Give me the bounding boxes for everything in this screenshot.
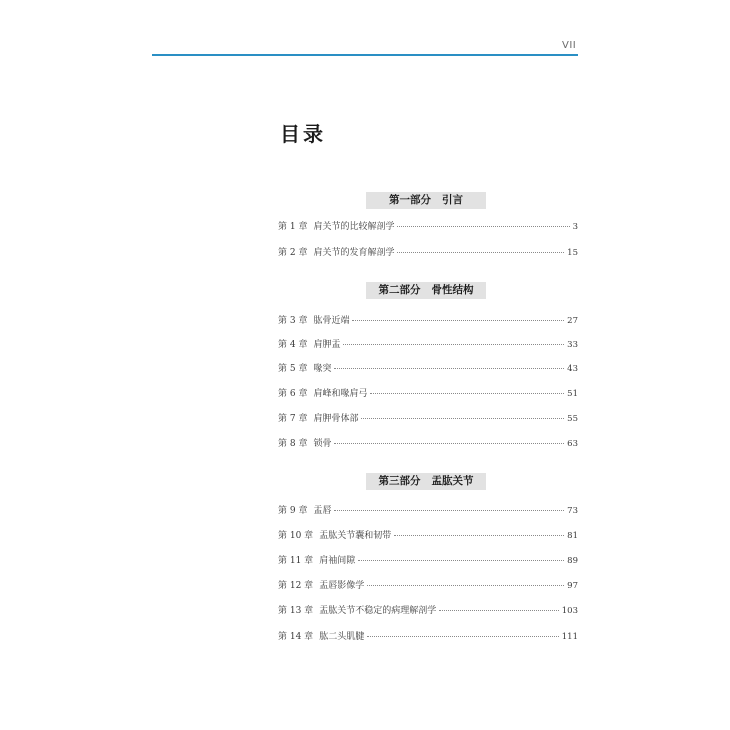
dot-leader xyxy=(358,560,564,561)
dot-leader xyxy=(397,226,569,227)
chapter-title: 盂肱关节不稳定的病理解剖学 xyxy=(319,606,437,616)
chapter-title: 喙突 xyxy=(313,364,332,374)
dot-leader xyxy=(334,443,564,444)
toc-entry[interactable] xyxy=(278,553,578,566)
dot-leader xyxy=(334,510,564,511)
part-heading-2: 第二部分 骨性结构 xyxy=(366,282,486,299)
chapter-title: 肩关节的比较解剖学 xyxy=(313,222,395,232)
chapter-title: 锁骨 xyxy=(313,439,332,449)
chapter-title: 肩胛盂 xyxy=(313,340,341,350)
chapter-number: 第 3 章 xyxy=(278,316,308,326)
dot-leader xyxy=(367,636,559,637)
toc-entry[interactable] xyxy=(278,337,578,350)
page-ref: 111 xyxy=(561,632,578,642)
toc-entry[interactable] xyxy=(278,578,578,591)
part-heading-1: 第一部分 引言 xyxy=(366,192,486,209)
chapter-title: 盂唇影像学 xyxy=(319,581,365,591)
chapter-title: 肩袖间隙 xyxy=(319,556,356,566)
chapter-number: 第 9 章 xyxy=(278,506,308,516)
dot-leader xyxy=(361,418,564,419)
chapter-number: 第 4 章 xyxy=(278,340,308,350)
chapter-title: 盂肱关节囊和韧带 xyxy=(319,531,392,541)
toc-entry[interactable] xyxy=(278,313,578,326)
dot-leader xyxy=(334,368,564,369)
chapter-title: 盂唇 xyxy=(313,506,332,516)
chapter-number: 第 10 章 xyxy=(278,531,314,541)
toc-entry[interactable] xyxy=(278,386,578,399)
page-ref: 51 xyxy=(567,389,578,399)
toc-title: 目录 xyxy=(280,122,326,146)
chapter-number: 第 5 章 xyxy=(278,364,308,374)
dot-leader xyxy=(367,585,564,586)
toc-entry[interactable] xyxy=(278,629,578,642)
page-number: VII xyxy=(562,40,577,51)
toc-entry[interactable] xyxy=(278,245,578,258)
toc-entry[interactable] xyxy=(278,503,578,516)
dot-leader xyxy=(370,393,564,394)
toc-entry[interactable] xyxy=(278,436,578,449)
chapter-title: 肱二头肌腱 xyxy=(319,632,365,642)
chapter-number: 第 12 章 xyxy=(278,581,314,591)
chapter-number: 第 14 章 xyxy=(278,632,314,642)
toc-entry[interactable] xyxy=(278,603,578,616)
chapter-number: 第 13 章 xyxy=(278,606,314,616)
part-heading-3: 第三部分 盂肱关节 xyxy=(366,473,486,490)
page-ref: 43 xyxy=(567,364,578,374)
toc-entry[interactable] xyxy=(278,411,578,424)
page-ref: 103 xyxy=(561,606,578,616)
chapter-title: 肱骨近端 xyxy=(313,316,350,326)
header-rule xyxy=(152,54,578,56)
dot-leader xyxy=(394,535,564,536)
page-ref: 89 xyxy=(567,556,578,566)
dot-leader xyxy=(439,610,559,611)
chapter-number: 第 11 章 xyxy=(278,556,314,566)
page-ref: 33 xyxy=(567,340,578,350)
chapter-number: 第 1 章 xyxy=(278,222,308,232)
page-ref: 97 xyxy=(567,581,578,591)
page-ref: 27 xyxy=(567,316,578,326)
page-ref: 55 xyxy=(567,414,578,424)
toc-entry[interactable] xyxy=(278,528,578,541)
page-ref: 81 xyxy=(567,531,578,541)
chapter-title: 肩关节的发育解剖学 xyxy=(313,248,395,258)
chapter-number: 第 2 章 xyxy=(278,248,308,258)
page-ref: 15 xyxy=(567,248,578,258)
toc-entry[interactable] xyxy=(278,219,578,232)
page-ref: 63 xyxy=(567,439,578,449)
chapter-title: 肩峰和喙肩弓 xyxy=(313,389,368,399)
dot-leader xyxy=(397,252,564,253)
chapter-number: 第 8 章 xyxy=(278,439,308,449)
dot-leader xyxy=(352,320,564,321)
dot-leader xyxy=(343,344,564,345)
page-ref: 3 xyxy=(572,222,578,232)
chapter-number: 第 7 章 xyxy=(278,414,308,424)
chapter-number: 第 6 章 xyxy=(278,389,308,399)
toc-entry[interactable] xyxy=(278,361,578,374)
page-ref: 73 xyxy=(567,506,578,516)
chapter-title: 肩胛骨体部 xyxy=(313,414,359,424)
